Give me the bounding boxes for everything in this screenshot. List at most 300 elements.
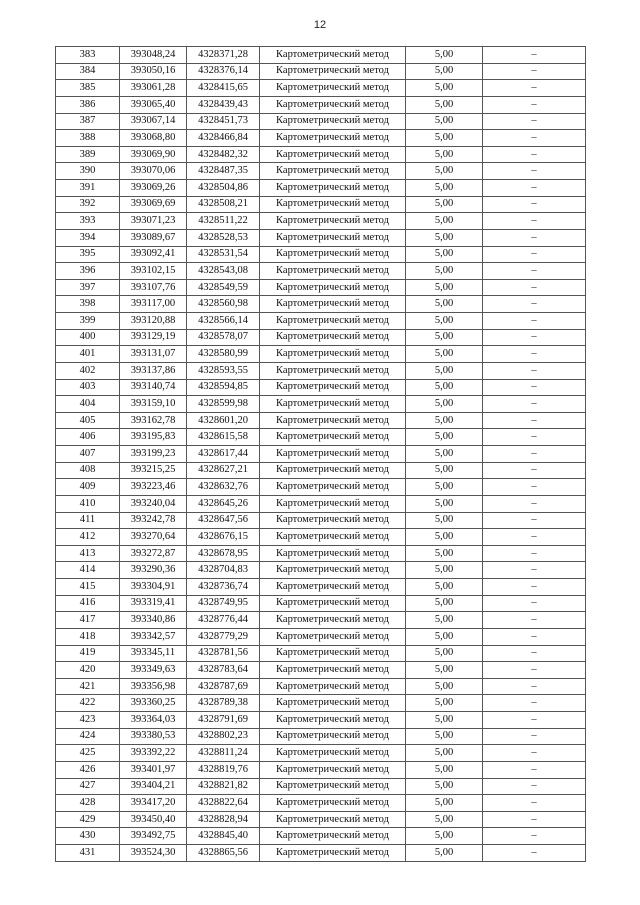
table-row xyxy=(56,163,586,180)
point-number-cell: 409 xyxy=(56,479,120,496)
accuracy-cell: 5,00 xyxy=(406,695,483,712)
y-coordinate-cell: 4328647,56 xyxy=(187,512,260,529)
description-cell: – xyxy=(483,96,586,113)
method-cell: Картометрический метод xyxy=(260,146,406,163)
x-coordinate-cell: 393304,91 xyxy=(120,579,187,596)
y-coordinate-cell: 4328845,40 xyxy=(187,828,260,845)
x-coordinate-cell: 393068,80 xyxy=(120,130,187,147)
x-coordinate-cell: 393102,15 xyxy=(120,263,187,280)
method-cell: Картометрический метод xyxy=(260,263,406,280)
y-coordinate-cell: 4328811,24 xyxy=(187,745,260,762)
method-cell: Картометрический метод xyxy=(260,196,406,213)
x-coordinate-cell: 393129,19 xyxy=(120,329,187,346)
x-coordinate-cell: 393404,21 xyxy=(120,778,187,795)
table-row xyxy=(56,462,586,479)
point-number-cell: 418 xyxy=(56,628,120,645)
description-cell: – xyxy=(483,396,586,413)
y-coordinate-cell: 4328676,15 xyxy=(187,529,260,546)
accuracy-cell: 5,00 xyxy=(406,47,483,64)
accuracy-cell: 5,00 xyxy=(406,795,483,812)
x-coordinate-cell: 393345,11 xyxy=(120,645,187,662)
description-cell: – xyxy=(483,845,586,862)
point-number-cell: 404 xyxy=(56,396,120,413)
y-coordinate-cell: 4328578,07 xyxy=(187,329,260,346)
table-row xyxy=(56,811,586,828)
table-row xyxy=(56,545,586,562)
description-cell: – xyxy=(483,678,586,695)
accuracy-cell: 5,00 xyxy=(406,63,483,80)
y-coordinate-cell: 4328594,85 xyxy=(187,379,260,396)
method-cell: Картометрический метод xyxy=(260,63,406,80)
table-row xyxy=(56,196,586,213)
point-number-cell: 388 xyxy=(56,130,120,147)
accuracy-cell: 5,00 xyxy=(406,429,483,446)
y-coordinate-cell: 4328783,64 xyxy=(187,662,260,679)
accuracy-cell: 5,00 xyxy=(406,130,483,147)
point-number-cell: 414 xyxy=(56,562,120,579)
accuracy-cell: 5,00 xyxy=(406,778,483,795)
x-coordinate-cell: 393050,16 xyxy=(120,63,187,80)
y-coordinate-cell: 4328451,73 xyxy=(187,113,260,130)
point-number-cell: 392 xyxy=(56,196,120,213)
point-number-cell: 411 xyxy=(56,512,120,529)
description-cell: – xyxy=(483,163,586,180)
table-row xyxy=(56,728,586,745)
description-cell: – xyxy=(483,462,586,479)
description-cell: – xyxy=(483,130,586,147)
accuracy-cell: 5,00 xyxy=(406,595,483,612)
x-coordinate-cell: 393290,36 xyxy=(120,562,187,579)
accuracy-cell: 5,00 xyxy=(406,80,483,97)
method-cell: Картометрический метод xyxy=(260,579,406,596)
method-cell: Картометрический метод xyxy=(260,396,406,413)
y-coordinate-cell: 4328482,32 xyxy=(187,146,260,163)
method-cell: Картометрический метод xyxy=(260,479,406,496)
point-number-cell: 406 xyxy=(56,429,120,446)
description-cell: – xyxy=(483,479,586,496)
y-coordinate-cell: 4328593,55 xyxy=(187,362,260,379)
method-cell: Картометрический метод xyxy=(260,595,406,612)
description-cell: – xyxy=(483,712,586,729)
y-coordinate-cell: 4328615,58 xyxy=(187,429,260,446)
point-number-cell: 431 xyxy=(56,845,120,862)
description-cell: – xyxy=(483,795,586,812)
table-row xyxy=(56,479,586,496)
y-coordinate-cell: 4328779,29 xyxy=(187,628,260,645)
y-coordinate-cell: 4328822,64 xyxy=(187,795,260,812)
point-number-cell: 387 xyxy=(56,113,120,130)
method-cell: Картометрический метод xyxy=(260,113,406,130)
y-coordinate-cell: 4328560,98 xyxy=(187,296,260,313)
y-coordinate-cell: 4328376,14 xyxy=(187,63,260,80)
method-cell: Картометрический метод xyxy=(260,845,406,862)
point-number-cell: 390 xyxy=(56,163,120,180)
x-coordinate-cell: 393364,03 xyxy=(120,712,187,729)
accuracy-cell: 5,00 xyxy=(406,113,483,130)
table-row xyxy=(56,429,586,446)
description-cell: – xyxy=(483,113,586,130)
x-coordinate-cell: 393089,67 xyxy=(120,229,187,246)
description-cell: – xyxy=(483,662,586,679)
table-row xyxy=(56,595,586,612)
description-cell: – xyxy=(483,196,586,213)
point-number-cell: 416 xyxy=(56,595,120,612)
x-coordinate-cell: 393240,04 xyxy=(120,495,187,512)
description-cell: – xyxy=(483,80,586,97)
table-row xyxy=(56,113,586,130)
table-row xyxy=(56,130,586,147)
table-row xyxy=(56,645,586,662)
accuracy-cell: 5,00 xyxy=(406,761,483,778)
description-cell: – xyxy=(483,263,586,280)
table-row xyxy=(56,579,586,596)
y-coordinate-cell: 4328828,94 xyxy=(187,811,260,828)
x-coordinate-cell: 393071,23 xyxy=(120,213,187,230)
point-number-cell: 425 xyxy=(56,745,120,762)
table-row xyxy=(56,745,586,762)
y-coordinate-cell: 4328819,76 xyxy=(187,761,260,778)
point-number-cell: 429 xyxy=(56,811,120,828)
method-cell: Картометрический метод xyxy=(260,728,406,745)
method-cell: Картометрический метод xyxy=(260,628,406,645)
accuracy-cell: 5,00 xyxy=(406,562,483,579)
accuracy-cell: 5,00 xyxy=(406,828,483,845)
method-cell: Картометрический метод xyxy=(260,96,406,113)
x-coordinate-cell: 393117,00 xyxy=(120,296,187,313)
table-row xyxy=(56,678,586,695)
accuracy-cell: 5,00 xyxy=(406,612,483,629)
point-number-cell: 383 xyxy=(56,47,120,64)
y-coordinate-cell: 4328802,23 xyxy=(187,728,260,745)
point-number-cell: 395 xyxy=(56,246,120,263)
accuracy-cell: 5,00 xyxy=(406,678,483,695)
y-coordinate-cell: 4328439,43 xyxy=(187,96,260,113)
accuracy-cell: 5,00 xyxy=(406,362,483,379)
x-coordinate-cell: 393140,74 xyxy=(120,379,187,396)
point-number-cell: 412 xyxy=(56,529,120,546)
method-cell: Картометрический метод xyxy=(260,612,406,629)
table-row xyxy=(56,263,586,280)
x-coordinate-cell: 393061,28 xyxy=(120,80,187,97)
x-coordinate-cell: 393340,86 xyxy=(120,612,187,629)
y-coordinate-cell: 4328627,21 xyxy=(187,462,260,479)
description-cell: – xyxy=(483,379,586,396)
accuracy-cell: 5,00 xyxy=(406,229,483,246)
method-cell: Картометрический метод xyxy=(260,329,406,346)
description-cell: – xyxy=(483,645,586,662)
method-cell: Картометрический метод xyxy=(260,229,406,246)
accuracy-cell: 5,00 xyxy=(406,96,483,113)
accuracy-cell: 5,00 xyxy=(406,213,483,230)
table-row xyxy=(56,695,586,712)
point-number-cell: 396 xyxy=(56,263,120,280)
description-cell: – xyxy=(483,562,586,579)
method-cell: Картометрический метод xyxy=(260,313,406,330)
method-cell: Картометрический метод xyxy=(260,828,406,845)
point-number-cell: 413 xyxy=(56,545,120,562)
table-row xyxy=(56,495,586,512)
y-coordinate-cell: 4328543,08 xyxy=(187,263,260,280)
method-cell: Картометрический метод xyxy=(260,462,406,479)
accuracy-cell: 5,00 xyxy=(406,495,483,512)
accuracy-cell: 5,00 xyxy=(406,296,483,313)
x-coordinate-cell: 393069,26 xyxy=(120,180,187,197)
method-cell: Картометрический метод xyxy=(260,246,406,263)
accuracy-cell: 5,00 xyxy=(406,462,483,479)
method-cell: Картометрический метод xyxy=(260,662,406,679)
description-cell: – xyxy=(483,246,586,263)
accuracy-cell: 5,00 xyxy=(406,329,483,346)
table-row xyxy=(56,529,586,546)
x-coordinate-cell: 393450,40 xyxy=(120,811,187,828)
point-number-cell: 420 xyxy=(56,662,120,679)
table-row xyxy=(56,828,586,845)
x-coordinate-cell: 393195,83 xyxy=(120,429,187,446)
y-coordinate-cell: 4328749,95 xyxy=(187,595,260,612)
point-number-cell: 407 xyxy=(56,446,120,463)
accuracy-cell: 5,00 xyxy=(406,512,483,529)
accuracy-cell: 5,00 xyxy=(406,579,483,596)
table-row xyxy=(56,379,586,396)
y-coordinate-cell: 4328789,38 xyxy=(187,695,260,712)
point-number-cell: 426 xyxy=(56,761,120,778)
method-cell: Картометрический метод xyxy=(260,795,406,812)
accuracy-cell: 5,00 xyxy=(406,196,483,213)
x-coordinate-cell: 393242,78 xyxy=(120,512,187,529)
method-cell: Картометрический метод xyxy=(260,213,406,230)
x-coordinate-cell: 393401,97 xyxy=(120,761,187,778)
accuracy-cell: 5,00 xyxy=(406,379,483,396)
point-number-cell: 427 xyxy=(56,778,120,795)
point-number-cell: 389 xyxy=(56,146,120,163)
accuracy-cell: 5,00 xyxy=(406,396,483,413)
x-coordinate-cell: 393272,87 xyxy=(120,545,187,562)
accuracy-cell: 5,00 xyxy=(406,811,483,828)
description-cell: – xyxy=(483,213,586,230)
method-cell: Картометрический метод xyxy=(260,130,406,147)
description-cell: – xyxy=(483,229,586,246)
accuracy-cell: 5,00 xyxy=(406,745,483,762)
table-row xyxy=(56,628,586,645)
point-number-cell: 399 xyxy=(56,313,120,330)
y-coordinate-cell: 4328599,98 xyxy=(187,396,260,413)
x-coordinate-cell: 393069,69 xyxy=(120,196,187,213)
y-coordinate-cell: 4328617,44 xyxy=(187,446,260,463)
point-number-cell: 423 xyxy=(56,712,120,729)
x-coordinate-cell: 393092,41 xyxy=(120,246,187,263)
description-cell: – xyxy=(483,279,586,296)
table-row xyxy=(56,63,586,80)
description-cell: – xyxy=(483,146,586,163)
x-coordinate-cell: 393215,25 xyxy=(120,462,187,479)
y-coordinate-cell: 4328508,21 xyxy=(187,196,260,213)
method-cell: Картометрический метод xyxy=(260,362,406,379)
method-cell: Картометрический метод xyxy=(260,180,406,197)
x-coordinate-cell: 393199,23 xyxy=(120,446,187,463)
description-cell: – xyxy=(483,512,586,529)
point-number-cell: 400 xyxy=(56,329,120,346)
table-row xyxy=(56,146,586,163)
x-coordinate-cell: 393069,90 xyxy=(120,146,187,163)
x-coordinate-cell: 393159,10 xyxy=(120,396,187,413)
description-cell: – xyxy=(483,180,586,197)
table-row xyxy=(56,362,586,379)
x-coordinate-cell: 393067,14 xyxy=(120,113,187,130)
page-number: 12 xyxy=(313,19,327,31)
x-coordinate-cell: 393392,22 xyxy=(120,745,187,762)
x-coordinate-cell: 393524,30 xyxy=(120,845,187,862)
description-cell: – xyxy=(483,595,586,612)
accuracy-cell: 5,00 xyxy=(406,146,483,163)
y-coordinate-cell: 4328580,99 xyxy=(187,346,260,363)
y-coordinate-cell: 4328466,84 xyxy=(187,130,260,147)
accuracy-cell: 5,00 xyxy=(406,180,483,197)
method-cell: Картометрический метод xyxy=(260,761,406,778)
method-cell: Картометрический метод xyxy=(260,429,406,446)
x-coordinate-cell: 393380,53 xyxy=(120,728,187,745)
description-cell: – xyxy=(483,495,586,512)
y-coordinate-cell: 4328371,28 xyxy=(187,47,260,64)
x-coordinate-cell: 393120,88 xyxy=(120,313,187,330)
description-cell: – xyxy=(483,811,586,828)
description-cell: – xyxy=(483,545,586,562)
y-coordinate-cell: 4328566,14 xyxy=(187,313,260,330)
method-cell: Картометрический метод xyxy=(260,745,406,762)
description-cell: – xyxy=(483,346,586,363)
description-cell: – xyxy=(483,412,586,429)
table-row xyxy=(56,296,586,313)
y-coordinate-cell: 4328511,22 xyxy=(187,213,260,230)
y-coordinate-cell: 4328776,44 xyxy=(187,612,260,629)
table-row xyxy=(56,80,586,97)
x-coordinate-cell: 393137,86 xyxy=(120,362,187,379)
table-row xyxy=(56,612,586,629)
method-cell: Картометрический метод xyxy=(260,645,406,662)
table-row xyxy=(56,246,586,263)
x-coordinate-cell: 393356,98 xyxy=(120,678,187,695)
method-cell: Картометрический метод xyxy=(260,495,406,512)
point-number-cell: 397 xyxy=(56,279,120,296)
description-cell: – xyxy=(483,47,586,64)
method-cell: Картометрический метод xyxy=(260,695,406,712)
point-number-cell: 394 xyxy=(56,229,120,246)
description-cell: – xyxy=(483,778,586,795)
description-cell: – xyxy=(483,761,586,778)
table-row xyxy=(56,562,586,579)
x-coordinate-cell: 393492,75 xyxy=(120,828,187,845)
accuracy-cell: 5,00 xyxy=(406,446,483,463)
table-row xyxy=(56,279,586,296)
description-cell: – xyxy=(483,695,586,712)
x-coordinate-cell: 393342,57 xyxy=(120,628,187,645)
method-cell: Картометрический метод xyxy=(260,47,406,64)
accuracy-cell: 5,00 xyxy=(406,845,483,862)
accuracy-cell: 5,00 xyxy=(406,628,483,645)
point-number-cell: 405 xyxy=(56,412,120,429)
x-coordinate-cell: 393319,41 xyxy=(120,595,187,612)
y-coordinate-cell: 4328528,53 xyxy=(187,229,260,246)
y-coordinate-cell: 4328415,65 xyxy=(187,80,260,97)
y-coordinate-cell: 4328821,82 xyxy=(187,778,260,795)
description-cell: – xyxy=(483,446,586,463)
method-cell: Картометрический метод xyxy=(260,712,406,729)
x-coordinate-cell: 393107,76 xyxy=(120,279,187,296)
y-coordinate-cell: 4328504,86 xyxy=(187,180,260,197)
x-coordinate-cell: 393270,64 xyxy=(120,529,187,546)
table-row xyxy=(56,96,586,113)
table-row xyxy=(56,329,586,346)
description-cell: – xyxy=(483,579,586,596)
table-row xyxy=(56,761,586,778)
point-number-cell: 393 xyxy=(56,213,120,230)
point-number-cell: 401 xyxy=(56,346,120,363)
accuracy-cell: 5,00 xyxy=(406,263,483,280)
table-row xyxy=(56,213,586,230)
point-number-cell: 419 xyxy=(56,645,120,662)
accuracy-cell: 5,00 xyxy=(406,529,483,546)
method-cell: Картометрический метод xyxy=(260,545,406,562)
accuracy-cell: 5,00 xyxy=(406,645,483,662)
y-coordinate-cell: 4328645,26 xyxy=(187,495,260,512)
description-cell: – xyxy=(483,728,586,745)
x-coordinate-cell: 393131,07 xyxy=(120,346,187,363)
point-number-cell: 415 xyxy=(56,579,120,596)
point-number-cell: 403 xyxy=(56,379,120,396)
method-cell: Картометрический метод xyxy=(260,296,406,313)
accuracy-cell: 5,00 xyxy=(406,545,483,562)
table-row xyxy=(56,512,586,529)
method-cell: Картометрический метод xyxy=(260,778,406,795)
description-cell: – xyxy=(483,429,586,446)
point-number-cell: 428 xyxy=(56,795,120,812)
description-cell: – xyxy=(483,63,586,80)
y-coordinate-cell: 4328678,95 xyxy=(187,545,260,562)
x-coordinate-cell: 393070,06 xyxy=(120,163,187,180)
point-number-cell: 424 xyxy=(56,728,120,745)
description-cell: – xyxy=(483,362,586,379)
point-number-cell: 402 xyxy=(56,362,120,379)
x-coordinate-cell: 393048,24 xyxy=(120,47,187,64)
table-row xyxy=(56,396,586,413)
description-cell: – xyxy=(483,628,586,645)
accuracy-cell: 5,00 xyxy=(406,346,483,363)
method-cell: Картометрический метод xyxy=(260,678,406,695)
point-number-cell: 410 xyxy=(56,495,120,512)
y-coordinate-cell: 4328704,83 xyxy=(187,562,260,579)
method-cell: Картометрический метод xyxy=(260,346,406,363)
table-row xyxy=(56,47,586,64)
x-coordinate-cell: 393162,78 xyxy=(120,412,187,429)
description-cell: – xyxy=(483,745,586,762)
accuracy-cell: 5,00 xyxy=(406,712,483,729)
accuracy-cell: 5,00 xyxy=(406,246,483,263)
method-cell: Картометрический метод xyxy=(260,279,406,296)
accuracy-cell: 5,00 xyxy=(406,662,483,679)
method-cell: Картометрический метод xyxy=(260,412,406,429)
y-coordinate-cell: 4328549,59 xyxy=(187,279,260,296)
table-row xyxy=(56,229,586,246)
method-cell: Картометрический метод xyxy=(260,529,406,546)
table-row xyxy=(56,712,586,729)
x-coordinate-cell: 393360,25 xyxy=(120,695,187,712)
x-coordinate-cell: 393223,46 xyxy=(120,479,187,496)
point-number-cell: 398 xyxy=(56,296,120,313)
point-number-cell: 430 xyxy=(56,828,120,845)
table-row xyxy=(56,346,586,363)
y-coordinate-cell: 4328531,54 xyxy=(187,246,260,263)
method-cell: Картометрический метод xyxy=(260,80,406,97)
point-number-cell: 422 xyxy=(56,695,120,712)
